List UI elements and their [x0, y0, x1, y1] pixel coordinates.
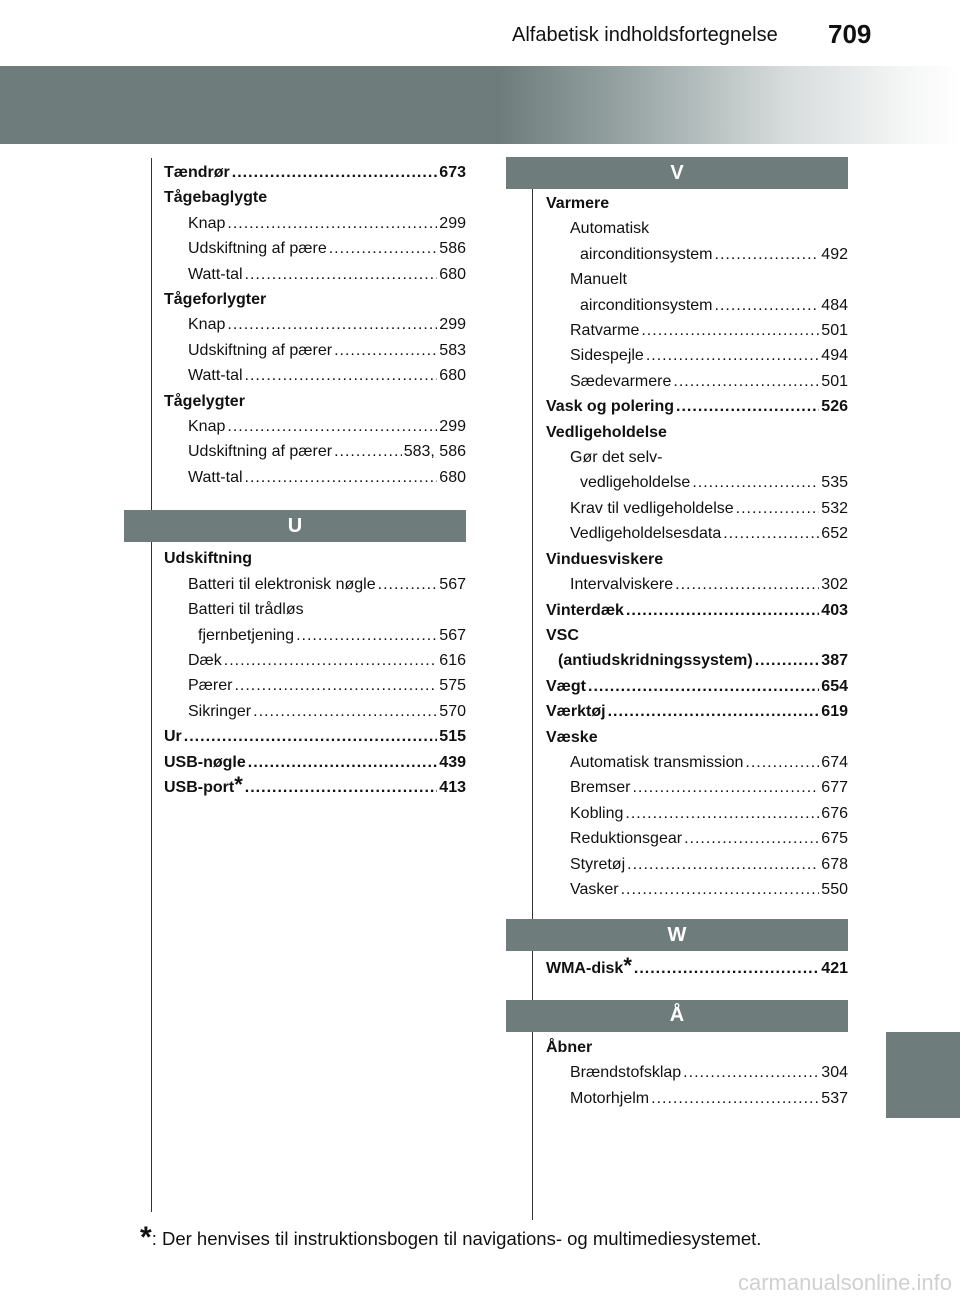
- index-page-ref: 304: [821, 1064, 848, 1082]
- index-entry: USB-port * ..... 413: [164, 775, 466, 800]
- index-entry: [164, 185, 466, 210]
- index-page-ref: 677: [821, 779, 848, 797]
- index-term: Tågeforlygter: [164, 291, 267, 309]
- index-entry: [164, 597, 466, 622]
- index-term: fjernbetjening: [198, 626, 295, 644]
- dot-leader: [224, 648, 438, 673]
- index-entry: [546, 470, 848, 495]
- dot-leader: [723, 521, 819, 546]
- index-page-ref: 526: [821, 398, 848, 416]
- index-entry: [164, 414, 466, 439]
- index-term: Bremser: [570, 779, 631, 797]
- index-entry: [546, 725, 848, 750]
- index-entry: [546, 420, 848, 445]
- section-header-aa: Å: [506, 1000, 848, 1032]
- index-term: Brændstofsklap: [570, 1064, 682, 1082]
- index-term: VSC: [546, 626, 579, 644]
- dot-leader: [232, 160, 438, 185]
- index-term: airconditionsystem: [580, 245, 713, 263]
- dot-leader: [227, 211, 437, 236]
- index-entry: [546, 521, 848, 546]
- index-term: Vægt: [546, 677, 586, 695]
- index-term: Watt-tal: [188, 265, 243, 283]
- dot-leader: [745, 750, 819, 775]
- index-entry: [164, 465, 466, 490]
- index-term: Motorhjelm: [570, 1089, 650, 1107]
- index-term: Vedligeholdelsesdata: [570, 525, 722, 543]
- index-term: Styretøj: [570, 855, 626, 873]
- index-term: Varmere: [546, 195, 610, 212]
- index-page-ref: 583: [439, 341, 466, 359]
- index-page-ref: 567: [439, 626, 466, 644]
- index-page-ref: 675: [821, 830, 848, 848]
- index-term: Vinterdæk: [546, 601, 624, 619]
- index-term: Åbner: [546, 1038, 593, 1056]
- footnote-text: : Der henvises til instruktionsbogen til navigations- og multimediesystemet.: [151, 1228, 762, 1249]
- right-column-rule: [532, 158, 533, 1220]
- index-entry: [546, 369, 848, 394]
- index-page-ref: 302: [821, 576, 848, 594]
- index-page-ref: 652: [821, 525, 848, 543]
- dot-leader: [588, 674, 819, 699]
- index-entry: [164, 439, 466, 464]
- left-column: [164, 160, 466, 800]
- index-entry: [546, 242, 848, 267]
- dot-leader: [234, 673, 437, 698]
- index-entry: [546, 852, 848, 877]
- dot-leader: [651, 1086, 819, 1111]
- index-page-ref: 570: [439, 702, 466, 720]
- index-page-ref: 421: [821, 960, 848, 978]
- index-page-ref: 654: [821, 677, 848, 695]
- left-column-rule: [151, 158, 152, 1212]
- dot-leader: [634, 956, 819, 981]
- index-entry: [164, 699, 466, 724]
- dot-leader: [673, 369, 819, 394]
- watermark: carmanualsonline.info: [737, 1270, 952, 1295]
- dot-leader: [692, 470, 819, 495]
- index-entry: [546, 1035, 848, 1060]
- index-entry: [164, 211, 466, 236]
- section-header-w: W: [506, 919, 848, 951]
- index-entry: [546, 394, 848, 419]
- index-term: Intervalviskere: [570, 576, 674, 594]
- index-term: airconditionsystem: [580, 296, 713, 314]
- index-page-ref: 299: [439, 316, 466, 334]
- index-entry: [164, 236, 466, 261]
- index-term: Manuelt: [570, 271, 627, 289]
- index-entry: [546, 877, 848, 902]
- index-term: Gør det selv-: [570, 449, 663, 467]
- index-entry: [164, 287, 466, 312]
- index-entry: [164, 673, 466, 698]
- index-page-ref: 403: [821, 601, 848, 619]
- index-term: Vedligeholdelse: [546, 423, 667, 441]
- index-page-ref: 678: [821, 855, 848, 873]
- index-term: Reduktionsgear: [570, 830, 683, 848]
- index-page-ref: 532: [821, 499, 848, 517]
- index-entry: [546, 801, 848, 826]
- index-list-t: [164, 160, 466, 490]
- index-term: vedligeholdelse: [580, 474, 691, 492]
- dot-leader: [683, 1060, 819, 1085]
- index-entry: [164, 648, 466, 673]
- index-term: Udskiftning af pærer: [188, 443, 333, 461]
- index-term: Ur: [164, 728, 182, 746]
- index-entry: [546, 216, 848, 241]
- index-term: USB-nøgle: [164, 753, 246, 771]
- index-term: WMA-disk: [546, 960, 624, 978]
- index-entry: WMA-disk * ..... 421: [546, 956, 848, 981]
- dot-leader: [641, 318, 819, 343]
- index-list-aa: [546, 1035, 848, 1111]
- index-page-ref: 567: [439, 575, 466, 593]
- index-page-ref: 387: [821, 652, 848, 670]
- dot-leader: [184, 724, 438, 749]
- index-term: Dæk: [188, 651, 222, 669]
- dot-leader: [627, 852, 819, 877]
- index-entry: [546, 598, 848, 623]
- dot-leader: [715, 242, 820, 267]
- index-term: (antiudskridningssystem): [558, 652, 753, 670]
- index-page-ref: 673: [439, 164, 466, 181]
- index-entry: [546, 750, 848, 775]
- index-entry: [546, 191, 848, 216]
- index-page-ref: 537: [821, 1089, 848, 1107]
- index-term: Ratvarme: [570, 322, 640, 340]
- dot-leader: [248, 750, 438, 775]
- index-term: Sædevarmere: [570, 372, 672, 390]
- index-term: Tændrør: [164, 164, 230, 181]
- index-page-ref: 494: [821, 347, 848, 365]
- section-header-v: V: [506, 157, 848, 189]
- index-list-v: [546, 191, 848, 902]
- index-page-ref: 501: [821, 322, 848, 340]
- index-page-ref: 680: [439, 468, 466, 486]
- dot-leader: [253, 699, 437, 724]
- index-term: Krav til vedligeholdelse: [570, 499, 734, 517]
- index-term: Batteri til trådløs: [188, 601, 304, 619]
- index-term: Tågebaglygte: [164, 189, 268, 207]
- index-term: Knap: [188, 418, 226, 436]
- index-entry: [546, 775, 848, 800]
- dot-leader: [632, 775, 819, 800]
- index-page-ref: 583, 586: [403, 443, 466, 461]
- index-page-ref: 492: [821, 245, 848, 263]
- index-term: USB-port: [164, 778, 235, 796]
- right-column: [546, 157, 848, 1111]
- index-term: Væske: [546, 728, 598, 746]
- index-entry: [164, 750, 466, 775]
- index-entry: [164, 724, 466, 749]
- index-entry: [546, 1060, 848, 1085]
- dot-leader: [245, 465, 438, 490]
- index-entry: [546, 318, 848, 343]
- index-entry: [164, 338, 466, 363]
- page-header-title: Alfabetisk indholdsfortegnelse: [512, 24, 778, 46]
- index-page-ref: 674: [821, 753, 848, 771]
- index-term: Tågelygter: [164, 392, 245, 410]
- dot-leader: [296, 623, 437, 648]
- dot-leader: [625, 801, 819, 826]
- index-page-ref: 550: [821, 880, 848, 898]
- index-page-ref: 535: [821, 474, 848, 492]
- dot-leader: [227, 414, 437, 439]
- index-page-ref: 515: [439, 728, 466, 746]
- index-entry: [164, 262, 466, 287]
- index-entry: [164, 572, 466, 597]
- index-page-ref: 413: [439, 778, 466, 796]
- index-entry: [546, 496, 848, 521]
- index-term: Vask og polering: [546, 398, 675, 416]
- dot-leader: [675, 572, 819, 597]
- index-term: Sidespejle: [570, 347, 644, 365]
- index-list-w: [546, 953, 848, 981]
- index-list-u: [164, 546, 466, 800]
- index-page-ref: 439: [439, 753, 466, 771]
- index-term: Automatisk: [570, 220, 650, 238]
- index-term: Automatisk transmission: [570, 753, 744, 771]
- index-term: Kobling: [570, 804, 624, 822]
- dot-leader: [755, 648, 820, 673]
- header-banner: [0, 66, 960, 144]
- dot-leader: [646, 343, 819, 368]
- index-page-ref: 299: [439, 418, 466, 436]
- dot-leader: [245, 262, 438, 287]
- section-header-u: U: [124, 510, 466, 542]
- index-entry: [546, 343, 848, 368]
- index-page-ref: 676: [821, 804, 848, 822]
- index-entry: [546, 293, 848, 318]
- index-entry: [546, 445, 848, 470]
- dot-leader: [245, 363, 438, 388]
- index-entry: [164, 623, 466, 648]
- index-page-ref: 575: [439, 677, 466, 695]
- dot-leader: [676, 394, 819, 419]
- dot-leader: [736, 496, 820, 521]
- index-term: Watt-tal: [188, 468, 243, 486]
- dot-leader: [334, 338, 437, 363]
- chapter-side-tab: [886, 1032, 960, 1118]
- index-term: Knap: [188, 316, 226, 334]
- index-term: Vinduesviskere: [546, 550, 664, 568]
- index-page-ref: 680: [439, 265, 466, 283]
- index-entry: [546, 699, 848, 724]
- index-entry: [546, 826, 848, 851]
- index-entry: [164, 312, 466, 337]
- index-page-ref: 299: [439, 214, 466, 232]
- dot-leader: [684, 826, 819, 851]
- index-term: Batteri til elektronisk nøgle: [188, 575, 376, 593]
- index-term: Knap: [188, 214, 226, 232]
- index-term: Udskiftning: [164, 550, 252, 568]
- dot-leader: [621, 877, 820, 902]
- index-entry: [164, 160, 466, 185]
- index-entry: [164, 546, 466, 571]
- dot-leader: [378, 572, 438, 597]
- index-term: Sikringer: [188, 702, 252, 720]
- index-entry: [164, 363, 466, 388]
- index-entry: [546, 547, 848, 572]
- dot-leader: [715, 293, 820, 318]
- dot-leader: [334, 439, 402, 464]
- index-entry: [546, 267, 848, 292]
- page-number: 709: [828, 19, 872, 49]
- index-entry: [546, 623, 848, 648]
- index-entry: [546, 674, 848, 699]
- index-page-ref: 484: [821, 296, 848, 314]
- index-entry: [546, 572, 848, 597]
- index-entry: [546, 1086, 848, 1111]
- footnote-asterisk: *: [140, 1221, 152, 1254]
- dot-leader: [626, 598, 819, 623]
- index-term: Pærer: [188, 677, 233, 695]
- dot-leader: [227, 312, 437, 337]
- index-page-ref: 619: [821, 703, 848, 721]
- index-entry: [164, 389, 466, 414]
- dot-leader: [608, 699, 820, 724]
- index-page-ref: 501: [821, 372, 848, 390]
- index-entry: [546, 648, 848, 673]
- index-page-ref: 680: [439, 367, 466, 385]
- index-term: Watt-tal: [188, 367, 243, 385]
- dot-leader: [329, 236, 438, 261]
- footnote: [140, 1221, 762, 1254]
- index-term: Udskiftning af pære: [188, 240, 327, 258]
- index-page-ref: 586: [439, 240, 466, 258]
- index-term: Værktøj: [546, 703, 606, 721]
- dot-leader: [245, 775, 438, 800]
- index-term: Vasker: [570, 880, 619, 898]
- index-term: Udskiftning af pærer: [188, 341, 333, 359]
- index-page-ref: 616: [439, 651, 466, 669]
